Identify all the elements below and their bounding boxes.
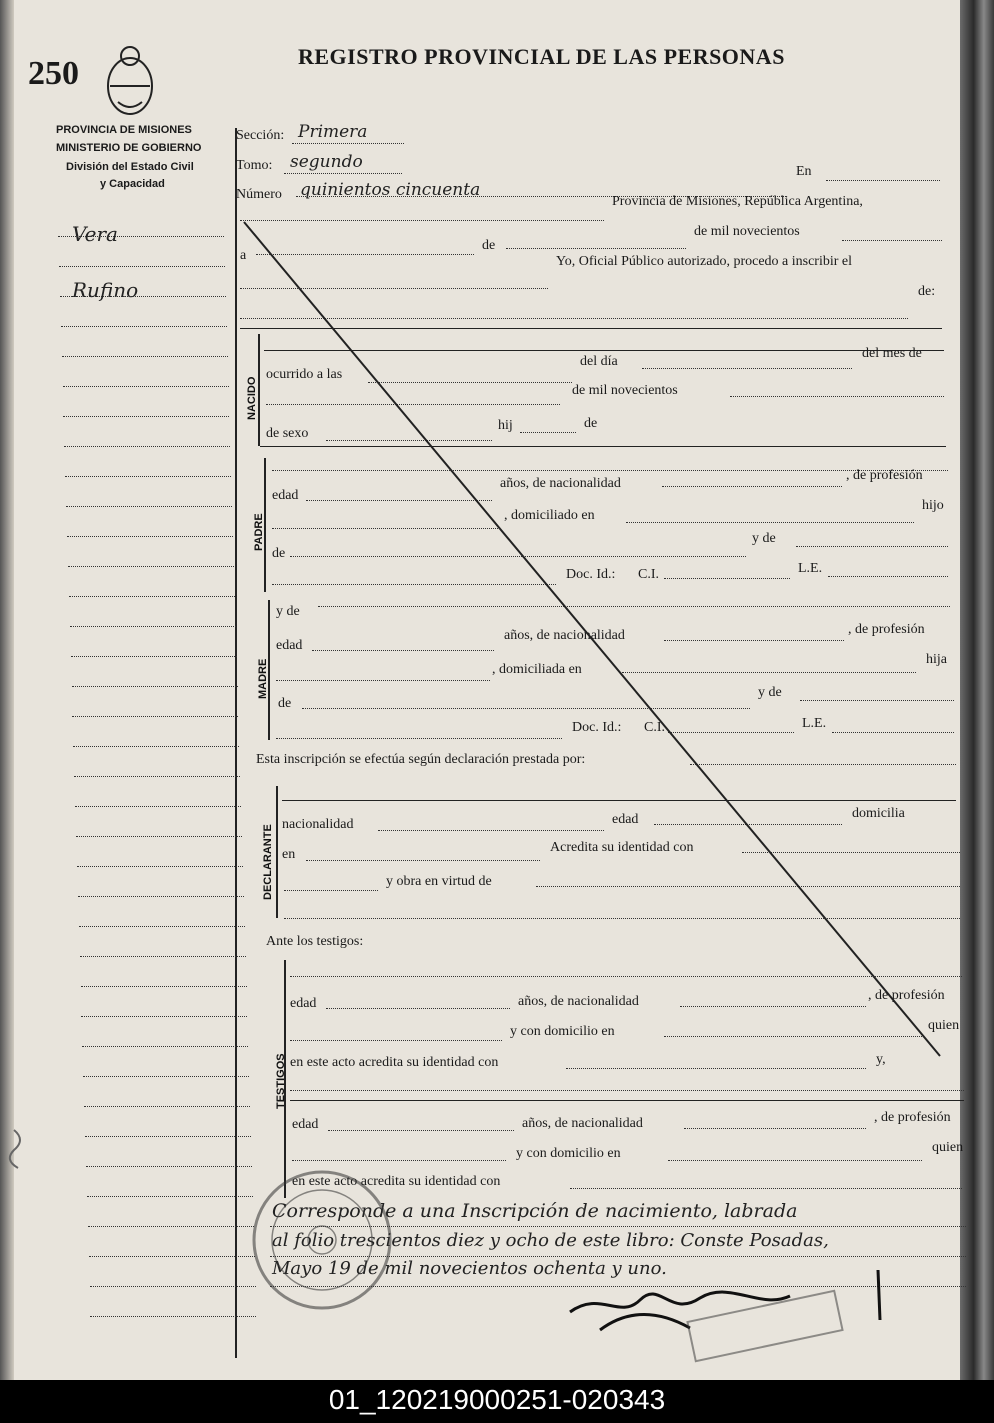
declarante-side-label: DECLARANTE [262, 824, 274, 900]
testigo2-profesion-label: , de profesión [874, 1110, 951, 1125]
testigo2-acredita-label: en este acto acredita su identidad con [292, 1174, 501, 1189]
declarante-nacionalidad-label: nacionalidad [282, 817, 354, 832]
annotation-line-2: al folio trescientos diez y ocho de este libro: Conste Posadas, [272, 1230, 829, 1251]
hij-label: hij [498, 418, 513, 433]
madre-side-label: MADRE [257, 658, 269, 699]
a-label: a [240, 248, 247, 263]
annotation-line-1: Corresponde a una Inscripción de nacimiento, labrada [272, 1200, 798, 1222]
de-sexo-label: de sexo [266, 426, 309, 441]
margin-rule [69, 596, 235, 597]
madre-le-label: L.E. [802, 716, 827, 731]
declarante-en-label: en [282, 847, 296, 862]
margin-rule [76, 836, 242, 837]
padre-profesion-label: , de profesión [846, 468, 923, 483]
provincia-text: Provincia de Misiones, República Argentina, [612, 194, 863, 209]
margin-rule [85, 1136, 251, 1137]
footer-code: 01_120219000251-020343 [328, 1384, 666, 1415]
padre-anios-label: años, de nacionalidad [500, 476, 621, 491]
margin-rule [80, 956, 246, 957]
tomo-label: Tomo: [236, 158, 273, 173]
padre-side-label: PADRE [253, 513, 265, 551]
testigos-side-label: TESTIGOS [275, 1053, 287, 1109]
margin-rule [66, 506, 232, 507]
madre-edad-label: edad [276, 638, 303, 653]
cancel-diagonal-line [244, 222, 940, 1056]
testigo1-acredita-label: en este acto acredita su identidad con [290, 1055, 499, 1070]
margin-rule [73, 746, 239, 747]
margin-rule [65, 476, 231, 477]
margin-rule [60, 296, 226, 297]
testigo2-domicilio-label: y con domicilio en [516, 1146, 621, 1161]
declarante-acredita-label: Acredita su identidad con [550, 840, 694, 855]
margin-rule [78, 896, 244, 897]
seccion-label: Sección: [236, 128, 285, 143]
signature [570, 1270, 880, 1330]
margin-rule [74, 776, 240, 777]
margin-rule [81, 1016, 247, 1017]
nacido-de-mil: de mil novecientos [572, 383, 678, 398]
ante-testigos-label: Ante los testigos: [266, 934, 364, 949]
testigo1-y-label: y, [876, 1052, 886, 1067]
nacido-de-label: de [584, 416, 598, 431]
declaracion-text: Esta inscripción se efectúa según declaración prestada por: [256, 752, 586, 767]
margin-rule [82, 1046, 248, 1047]
madre-hija-label: hija [926, 652, 947, 667]
margin-rule [70, 626, 236, 627]
madre-de-label: de [278, 696, 292, 711]
margin-rule [81, 986, 247, 987]
margin-rule [79, 926, 245, 927]
margin-name: Rufino [72, 278, 139, 302]
testigo1-edad-label: edad [290, 996, 317, 1011]
testigo2-quien-label: quien [932, 1140, 964, 1155]
madre-profesion-label: , de profesión [848, 622, 925, 637]
padre-y-de-label: y de [752, 531, 776, 546]
margin-rule [88, 1226, 254, 1227]
margin-rule [89, 1256, 255, 1257]
en-label: En [796, 164, 812, 179]
margin-mark [10, 1130, 20, 1168]
org-line-3: División del Estado Civil [66, 161, 194, 173]
official-stamp [687, 1291, 842, 1361]
numero-label: Número [236, 187, 282, 202]
annotation-line-3: Mayo 19 de mil novecientos ochenta y uno. [272, 1258, 667, 1279]
org-line-1: PROVINCIA DE MISIONES [56, 124, 192, 136]
madre-domiciliada-label: , domiciliada en [492, 662, 582, 677]
padre-de-label: de [272, 546, 286, 561]
margin-rule [83, 1076, 249, 1077]
margin-rule [63, 386, 229, 387]
margin-rule [64, 446, 230, 447]
padre-doc-label: Doc. Id.: [566, 567, 616, 582]
madre-y-de-top: y de [276, 604, 300, 619]
folio-number: 250 [28, 55, 79, 92]
testigo1-anios-label: años, de nacionalidad [518, 994, 639, 1009]
nacido-side-label: NACIDO [246, 376, 258, 420]
de-mil-label: de mil novecientos [694, 224, 800, 239]
margin-surname: Vera [72, 222, 118, 246]
margin-rule [75, 806, 241, 807]
margin-rule [84, 1106, 250, 1107]
margin-rule [67, 536, 233, 537]
padre-le-label: L.E. [798, 561, 823, 576]
testigo1-domicilio-label: y con domicilio en [510, 1024, 615, 1039]
padre-hijo-label: hijo [922, 498, 944, 513]
seccion-value: Primera [298, 122, 368, 142]
padre-domiciliado-label: , domiciliado en [504, 508, 595, 523]
declarante-domicilia-label: domicilia [852, 806, 905, 821]
margin-rule [71, 656, 237, 657]
testigo2-anios-label: años, de nacionalidad [522, 1116, 643, 1131]
madre-doc-label: Doc. Id.: [572, 720, 622, 735]
margin-rule [87, 1196, 253, 1197]
margin-rule [62, 356, 228, 357]
round-seal-stamp [254, 1172, 390, 1308]
tomo-value: segundo [290, 152, 363, 172]
testigo1-quien-label: quien [928, 1018, 960, 1033]
madre-ci-label: C.I. [644, 720, 665, 735]
margin-rule [86, 1166, 252, 1167]
de-colon: de: [918, 284, 936, 299]
testigo2-edad-label: edad [292, 1117, 319, 1132]
margin-rule [72, 716, 238, 717]
del-dia-label: del día [580, 354, 618, 369]
org-line-2: MINISTERIO DE GOBIERNO [56, 142, 202, 154]
margin-rule [90, 1316, 256, 1317]
margin-rule [68, 566, 234, 567]
padre-ci-label: C.I. [638, 567, 659, 582]
ocurrido-label: ocurrido a las [266, 367, 343, 382]
declarante-edad-label: edad [612, 812, 639, 827]
de-label: de [482, 238, 496, 253]
margin-rule [58, 236, 224, 237]
page-title: REGISTRO PROVINCIAL DE LAS PERSONAS [298, 44, 785, 69]
margin-rule [59, 266, 225, 267]
madre-y-de-label: y de [758, 685, 782, 700]
del-mes-label: del mes de [862, 346, 922, 361]
margin-rule [72, 686, 238, 687]
madre-anios-label: años, de nacionalidad [504, 628, 625, 643]
margin-rule [90, 1286, 256, 1287]
margin-rule [63, 416, 229, 417]
testigo1-profesion-label: , de profesión [868, 988, 945, 1003]
yo-oficial-text: Yo, Oficial Público autorizado, procedo a inscribir el [556, 254, 853, 269]
numero-value: quinientos cincuenta [300, 180, 481, 200]
padre-edad-label: edad [272, 488, 299, 503]
margin-rule [77, 866, 243, 867]
org-line-4: y Capacidad [100, 178, 165, 190]
declarante-virtud-label: y obra en virtud de [386, 874, 492, 889]
margin-rule [61, 326, 227, 327]
